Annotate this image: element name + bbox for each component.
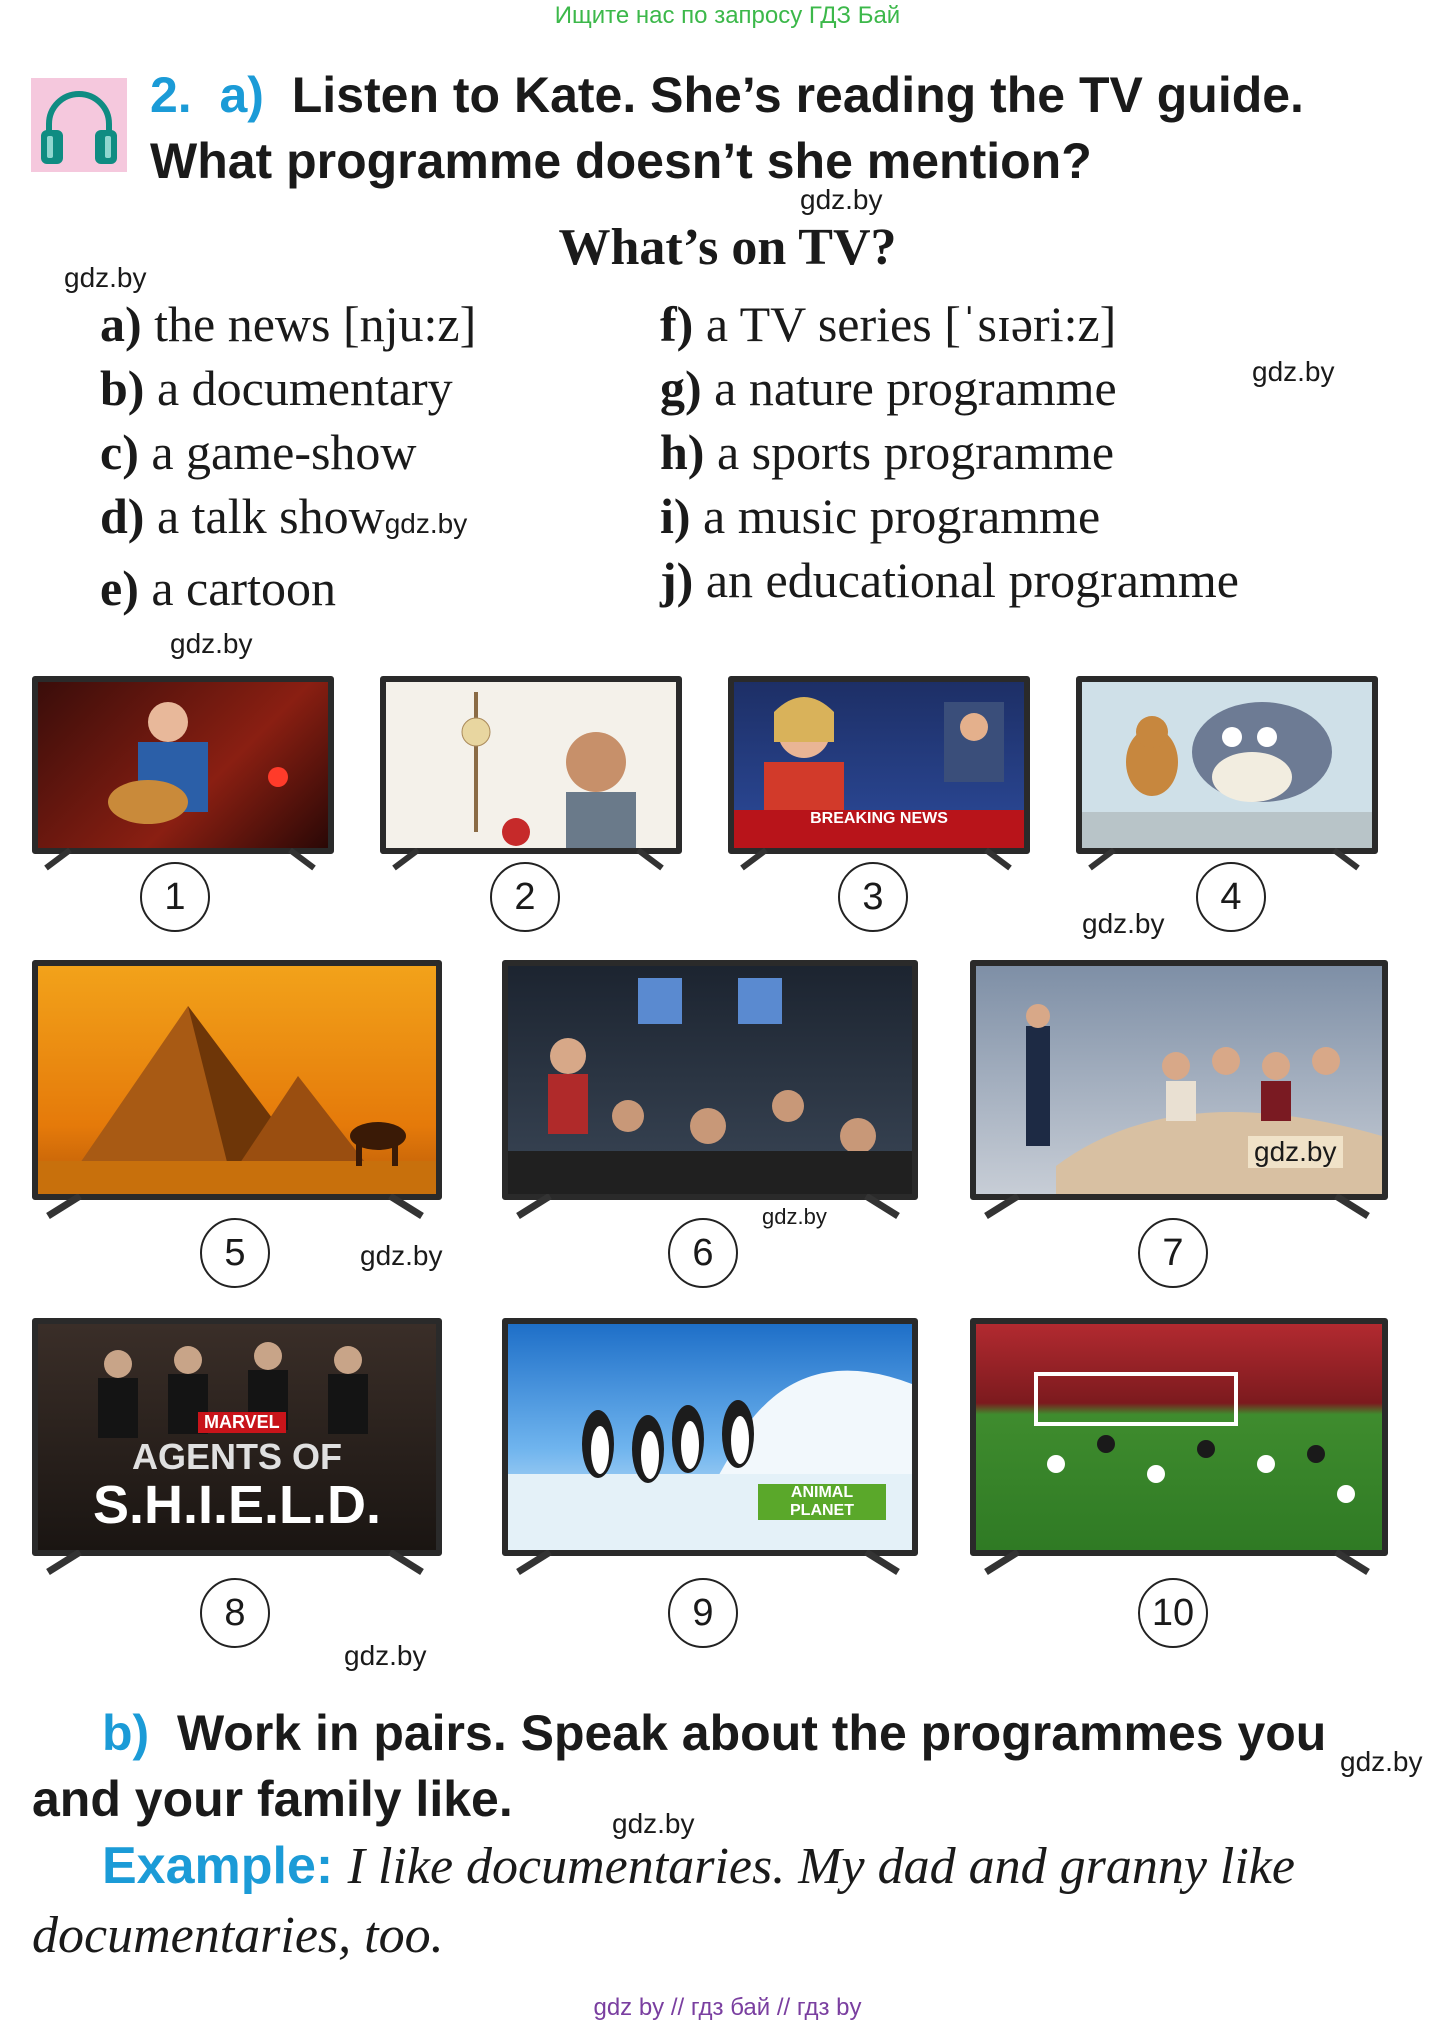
guitarist-scene <box>38 682 328 848</box>
tv-1 <box>32 676 334 854</box>
tv-number: 2 <box>490 862 560 932</box>
tv-number: 3 <box>838 862 908 932</box>
part-a-label: a) <box>219 67 264 123</box>
example-label: Example: <box>102 1837 334 1895</box>
watermark: gdz.by <box>1248 1136 1343 1168</box>
part-b-label: b) <box>102 1705 150 1761</box>
news-caption: BREAKING NEWS <box>810 810 948 827</box>
tv-7 <box>970 960 1388 1200</box>
section-heading: What’s on TV? <box>558 219 897 276</box>
tv-10 <box>970 1318 1388 1556</box>
list-item: g) a nature programme <box>660 360 1117 416</box>
watermark: gdz.by <box>170 628 253 659</box>
list-item: j) an educational programme <box>660 552 1239 608</box>
part-b-text: Work in pairs. Speak about the programmes you and your family like. <box>32 1705 1327 1827</box>
watermark: gdz.by <box>1082 908 1165 939</box>
programme-list-left <box>100 292 476 620</box>
part-b <box>32 1700 1422 1832</box>
tv-number: 7 <box>1138 1218 1208 1288</box>
marvel-logo: MARVEL <box>198 1412 286 1433</box>
tv-2 <box>380 676 682 854</box>
example-text: I like documentaries. My dad and granny like documentaries, too. <box>32 1838 1295 1964</box>
watermark: gdz.by <box>1340 1746 1423 1777</box>
tv-stand <box>978 1550 1376 1580</box>
list-item: c) a game-show <box>100 424 417 480</box>
footer[interactable]: gdz by // гдз бай // гдз by <box>593 1994 862 2021</box>
top-banner[interactable]: Ищите нас по запросу ГДЗ Бай <box>554 2 901 29</box>
tv-3 <box>728 676 1030 854</box>
watermark: gdz.by <box>612 1808 695 1839</box>
tv-number: 4 <box>1196 862 1266 932</box>
watermark: gdz.by <box>762 1204 827 1229</box>
science-lab-scene <box>386 682 676 848</box>
tv-number: 1 <box>140 862 210 932</box>
headphones-icon <box>31 78 127 172</box>
football-scene <box>976 1324 1382 1550</box>
tv-stand <box>40 1550 430 1580</box>
pyramids-scene <box>38 966 436 1194</box>
tv-number: 6 <box>668 1218 738 1288</box>
programme-list-right <box>660 292 1239 612</box>
list-item: b) a documentary <box>100 360 453 416</box>
list-item: a) the news [nju:z] <box>100 296 477 352</box>
tv-number: 10 <box>1138 1578 1208 1648</box>
tv-number: 8 <box>200 1578 270 1648</box>
tv-8 <box>32 1318 442 1556</box>
game-show-scene <box>508 966 912 1194</box>
watermark: gdz.by <box>344 1640 427 1671</box>
series-caption: AGENTS OF <box>131 1436 342 1477</box>
channel-logo: ANIMAL PLANET <box>758 1484 886 1520</box>
tv-6 <box>502 960 918 1200</box>
part-a-text: Listen to Kate. She’s reading the TV guide. What programme doesn’t she mention? <box>150 67 1304 189</box>
tv-number: 9 <box>668 1578 738 1648</box>
list-item: h) a sports programme <box>660 424 1115 480</box>
tv-9 <box>502 1318 918 1556</box>
tv-stand <box>510 1550 906 1580</box>
cartoon-scene <box>1082 682 1372 848</box>
watermark: gdz.by <box>384 508 468 539</box>
example <box>32 1832 1432 1970</box>
tv-4 <box>1076 676 1378 854</box>
series-title: S.H.I.E.L.D. <box>92 1475 382 1535</box>
watermark: gdz.by <box>64 262 147 293</box>
tv-number: 5 <box>200 1218 270 1288</box>
watermark: gdz.by <box>360 1240 443 1271</box>
list-item: f) a TV series [ˈsɪəri:z] <box>660 296 1117 352</box>
tv-5 <box>32 960 442 1200</box>
watermark: gdz.by <box>800 184 883 215</box>
exercise-number: 2. <box>150 67 192 123</box>
exercise-title <box>150 62 1430 194</box>
list-item: e) a cartoon <box>100 560 336 616</box>
list-item: i) a music programme <box>660 488 1101 544</box>
watermark: gdz.by <box>1252 356 1335 387</box>
list-item: d) a talk showgdz.by <box>100 488 468 544</box>
